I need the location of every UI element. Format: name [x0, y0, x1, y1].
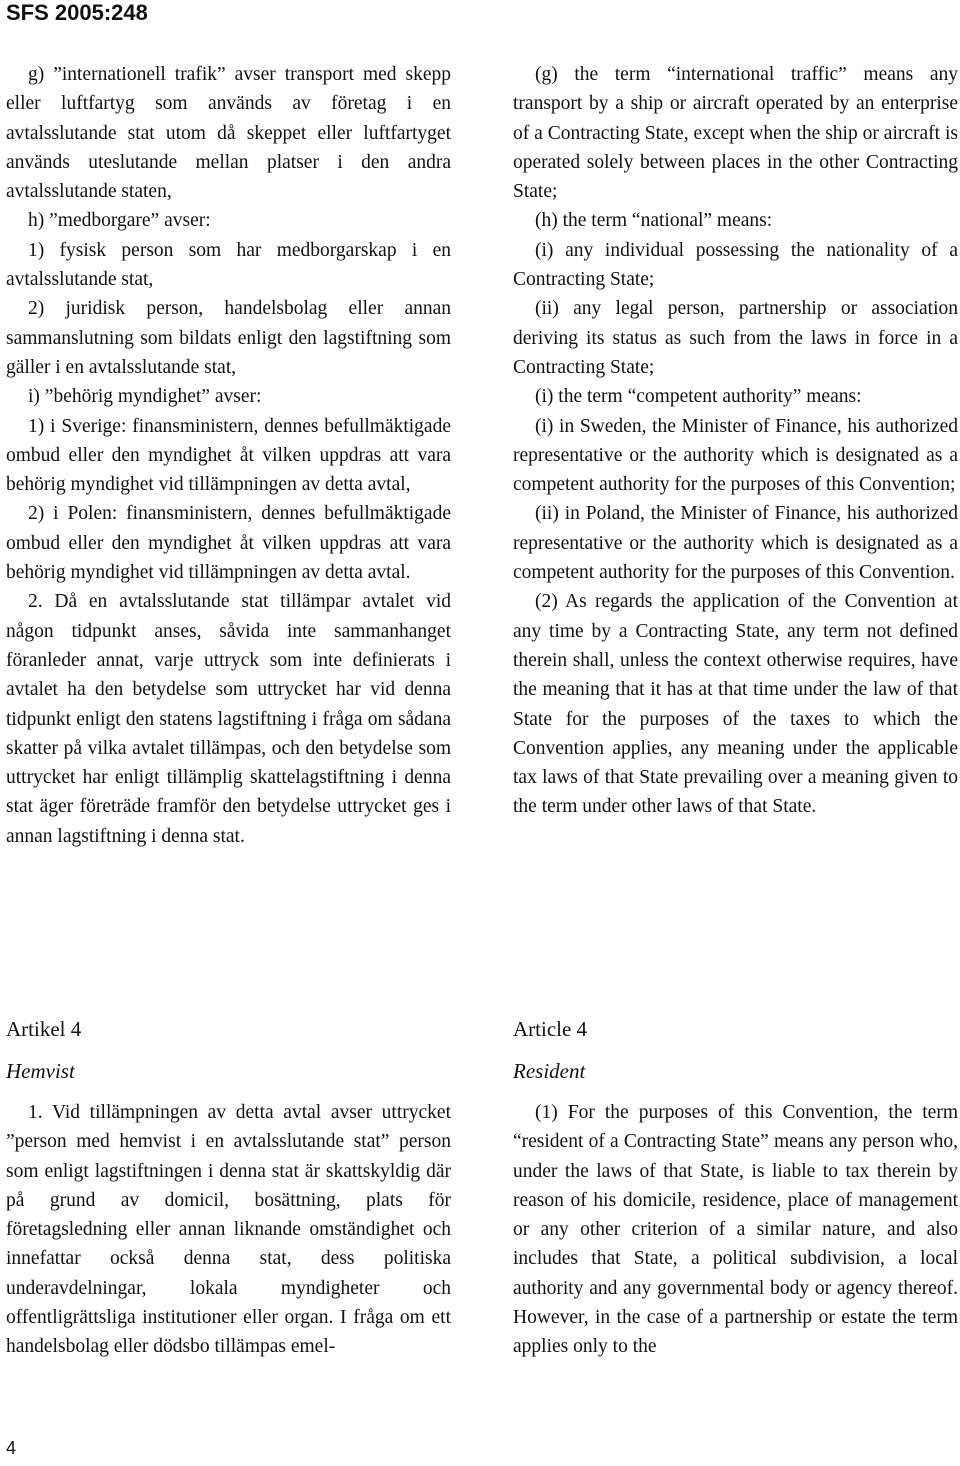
swedish-paragraph-h2: 2) juridisk person, handelsbolag eller annan sammanslutning som bildats enligt den lagstiftning som gäller i en avtalsslutande stat,: [6, 298, 451, 378]
swedish-paragraph-g: g) ”internationell trafik” avser transport med skepp eller luftfartyg som används av företag i en avtalsslutande stat utom då skeppet eller luftfartyget används uteslutande mellan platser i den andra avtalsslutande staten,: [6, 64, 451, 203]
english-article-subheading: Resident: [513, 1059, 586, 1083]
english-paragraph-i-ii: (ii) in Poland, the Minister of Finance, his authorized representative or the authority which is designated as a competent authority for the purposes of this Convention.: [513, 503, 958, 584]
english-paragraph-i-i: (i) in Sweden, the Minister of Finance, his authorized representative or the authority which is designated as a competent authority for the purposes of this Convention;: [513, 415, 958, 496]
english-paragraph-2: (2) As regards the application of the Convention at any time by a Contracting State, any term not defined therein shall, unless the context otherwise requires, have the meaning that it has at that time under the law of that State for the purposes of the taxes to which the Convention applies, any meaning under the applicable tax laws of that State prevailing over a meaning given to the term under other laws of that State.: [513, 591, 958, 818]
english-paragraph-h-i: (i) any individual possessing the nationality of a Contracting State;: [513, 239, 958, 291]
swedish-paragraph-h: h) ”medborgare” avser:: [28, 210, 211, 232]
swedish-paragraph-h1: 1) fysisk person som har medborgarskap i en avtalsslutande stat,: [6, 239, 451, 291]
english-text-column: [513, 60, 958, 822]
swedish-article-body: [6, 1098, 451, 1362]
english-paragraph-h: (h) the term “national” means:: [535, 210, 773, 232]
swedish-article-subheading: Hemvist: [6, 1059, 75, 1083]
english-paragraph-i: (i) the term “competent authority” means:: [535, 386, 862, 408]
swedish-paragraph-i1: 1) i Sverige: finansministern, dennes befullmäktigade ombud eller den myndighet åt vilken uppdras att vara behörig myndighet vid tillämpningen av detta avtal,: [6, 415, 451, 496]
document-reference: SFS 2005:248: [6, 0, 148, 25]
page-number: 4: [6, 1438, 17, 1458]
english-paragraph-h-ii: (ii) any legal person, partnership or association deriving its status as such from the laws in force in a Contracting State;: [513, 298, 958, 378]
english-article-body: [513, 1098, 958, 1362]
swedish-paragraph-2: 2. Då en avtalsslutande stat tillämpar avtalet vid någon tidpunkt anses, såvida inte sammanhanget föranleder annat, varje uttryck som inte definierats i avtalet ha den betydelse som uttrycket har vid denna tidpunkt enligt den statens lagstiftning i fråga om sådana skatter på vilka avtalet tillämpas, och den betydelse som uttrycket har enligt tillämplig skattelagstiftning i denna stat äger företräde framför den betydelse uttrycket ges i annan lagstiftning i denna stat.: [6, 591, 451, 847]
swedish-text-column: [6, 60, 451, 851]
swedish-paragraph-i: i) ”behörig myndighet” avser:: [28, 386, 262, 408]
swedish-paragraph-i2: 2) i Polen: finansministern, dennes befullmäktigade ombud eller den myndighet åt vilken uppdras att vara behörig myndighet vid tillämpningen av detta avtal.: [6, 503, 451, 584]
english-article-paragraph: (1) For the purposes of this Convention, the term “resident of a Contracting State” means any person who, under the laws of that State, is liable to tax therein by reason of his domicile, residence, place of management or any other criterion of a similar nature, and also includes that State, a political subdivision, a local authority and any governmental body or agency thereof. However, in the case of a partnership or estate the term applies only to the: [513, 1102, 958, 1358]
swedish-article-paragraph: 1. Vid tillämpningen av detta avtal avser uttrycket ”person med hemvist i en avtalsslutande stat” person som enligt lagstiftningen i denna stat är skattskyldig där på grund av domicil, bosättning, plats för företagsledning eller annan liknande omständighet och innefattar också denna stat, dess politiska underavdelningar, lokala myndigheter och offentligrättsliga institutioner eller organ. I fråga om ett handelsbolag eller dödsbo tillämpas emel-: [6, 1102, 451, 1358]
english-article-heading: Article 4: [513, 1017, 588, 1041]
english-paragraph-g: (g) the term “international traffic” means any transport by a ship or aircraft operated by an enterprise of a Contracting State, except when the ship or aircraft is operated solely between places in the other Contracting State;: [513, 64, 958, 203]
swedish-article-heading: Artikel 4: [6, 1017, 82, 1041]
